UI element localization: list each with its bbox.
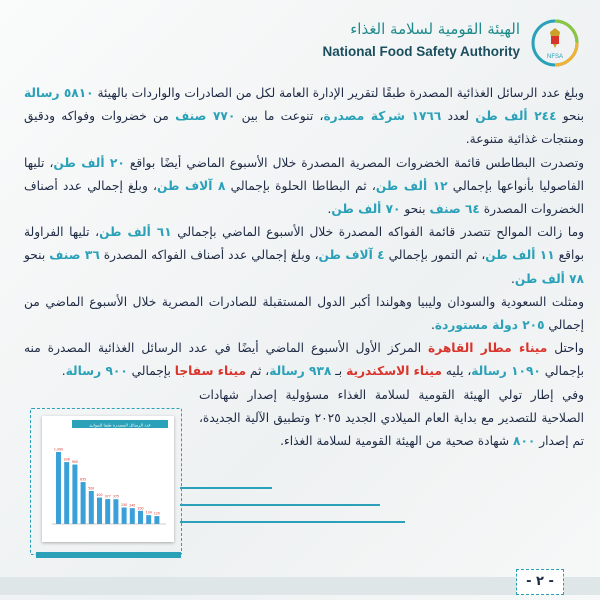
text-run: بنحو [400,202,430,217]
text-run: ، ثم التمور بإجمالي [384,248,486,263]
chart-data-label: 375 [112,494,119,499]
inset-base-strip [36,552,181,558]
logo-english-name: National Food Safety Authority [322,44,520,59]
chart-bar [105,499,110,524]
text-run: ، ثم البطاطا الحلوة بإجمالي [225,178,376,193]
chart-bar [130,508,135,524]
chart-data-label: 200 [137,506,144,511]
paragraph-countries [24,291,584,337]
text-run: وتصدرت البطاطس قائمة الخضروات المصرية المصدرة خلال الأسبوع الماضي أيضًا بواقع [124,155,584,170]
text-run: بـ [331,364,347,379]
highlighted-value: ٨ آلاف طن [156,178,226,193]
text-run: وفي إطار تولي الهيئة القومية لسلامة الغذاء مسؤولية إصدار شهادات الصلاحية للتصدير مع بداية العام الميلادي الجديد ٢٠٢٥ وتطبيق الآلية الجديدة، تم إصدار [199,387,584,449]
text-run: ، تنوعت ما بين [235,109,324,124]
text-run: بنحو [556,109,584,124]
paragraph-shipments [24,82,584,152]
logo-badge-text: NFSA [546,54,564,60]
highlighted-value: ٧٠ ألف طن [331,202,401,217]
decor-rule [180,487,272,489]
text-run: من خضروات وفواكه ودقيق ومنتجات غذائية متنوعة. [24,109,584,147]
text-run: لعدد [441,109,476,124]
chart-bar [56,452,61,524]
highlighted-value: ٩٣٨ رسالة [269,364,332,379]
chart-data-label: 240 [129,503,136,508]
chart-bar [146,515,151,524]
page-footer [0,565,600,595]
highlighted-value: ٨٠٠ [513,434,536,449]
highlighted-value: ٢٠٥ دولة مستوردة [434,318,545,333]
logo-arabic-name: الهيئة القومية لسلامة الغذاء [350,20,520,38]
highlighted-value: ٣٦ صنف [49,248,100,263]
text-run: ومثلت السعودية والسودان وليبيا وهولندا أكبر الدول المستقبلة للصادرات المصرية خلال الأسبوع الماضي من إجمالي [24,294,584,333]
chart-bar [113,499,118,524]
footer-band [0,577,600,595]
highlighted-value: ٢٤٤ ألف طن [475,109,557,124]
nfsa-logo [300,14,590,72]
article-body [24,82,584,453]
paragraph-certificates [199,384,584,454]
decor-rule [180,504,380,506]
highlighted-value: ٢٠ ألف طن [53,155,125,170]
chart-data-label: 900 [71,460,78,465]
chart-bar [154,516,159,524]
paragraph-ports [24,337,584,383]
decor-rule [180,521,405,523]
chart-bar [89,491,94,524]
text-run: ، ثم [246,364,270,379]
chart-data-label: 500 [88,486,95,491]
text-run: ، تليها الفراولة بواقع [24,225,585,263]
highlighted-value: ميناء سفاجا [174,364,247,379]
ports-chart-inset [24,400,174,550]
highlighted-value: ١٠٩٠ رسالة [471,364,541,379]
text-run: ، وبلغ إجمالي عدد أصناف الفواكه المصدرة [99,248,319,263]
highlighted-value: ميناء مطار القاهرة [428,341,548,356]
chart-bar [81,482,86,524]
nfsa-emblem-icon [530,18,580,68]
highlighted-value: ٦١ ألف طن [99,225,172,240]
chart-data-label: 938 [63,457,70,462]
chart-data-label: 1,090 [53,447,64,452]
chart-data-label: 377 [104,494,111,499]
text-run: ، وبلغ إجمالي عدد أصناف الخضروات المصدرة [24,178,584,217]
chart-bar [64,462,69,524]
chart-bar [97,498,102,524]
highlighted-value: ٧٧٠ صنف [175,109,236,124]
text-run: واحتل [547,341,584,356]
highlighted-value: ٥٨١٠ رسالة [24,86,94,100]
text-run: وما زالت الموالح تتصدر قائمة الفواكه المصدرة خلال الأسبوع الماضي بإجمالي [171,225,584,240]
chart-title: عدد الرسائل المصدرة طبقا للموانئ [89,422,151,428]
highlighted-value: ١٢ ألف طن [375,178,448,193]
text-run: . [61,364,66,379]
chart-data-label: 134 [145,510,152,515]
text-run: . [327,202,332,217]
chart-data-label: 400 [96,493,103,498]
highlighted-value: ٦٤ صنف [429,202,480,217]
highlighted-value: ميناء الاسكندرية [346,364,442,379]
text-run: ، يليه [441,364,472,379]
chart-data-label: 250 [121,502,128,507]
text-run: . [431,318,435,333]
text-run: بنحو [24,248,50,263]
text-run: وبلغ عدد الرسائل الغذائية المصدرة طبقًا لتقرير الإدارة العامة لكل من الصادرات والواردات بالهيئة [93,86,585,100]
inset-chart-image [42,416,174,542]
chart-bar [72,465,77,524]
text-run: شهادة صحية من الهيئة القومية لسلامة الغذاء. [280,434,514,449]
text-run: بإجمالي [127,364,175,379]
highlighted-value: ٩٠٠ رسالة [65,364,128,379]
highlighted-value: ٤ آلاف طن [318,248,385,263]
text-run: ، تليها الفاصوليا بأنواعها بإجمالي [24,155,585,193]
ports-bar-chart [42,416,174,542]
chart-data-label: 635 [80,477,87,482]
chart-data-label: 120 [153,511,160,516]
page-number: - ٢ - [516,569,564,595]
highlighted-value: ٧٨ ألف طن [514,271,584,286]
text-run: المركز الأول الأسبوع الماضي أيضًا في عدد الرسائل الغذائية المصدرة منه بإجمالي [24,341,584,379]
highlighted-value: ١١ ألف طن [485,248,555,263]
paragraph-vegetables [24,152,584,222]
highlighted-value: ١٧٦٦ شركة مصدرة [323,109,442,124]
chart-bar [122,507,127,524]
chart-bar [138,511,143,524]
paragraph-fruits [24,221,584,291]
text-run: . [511,271,515,286]
